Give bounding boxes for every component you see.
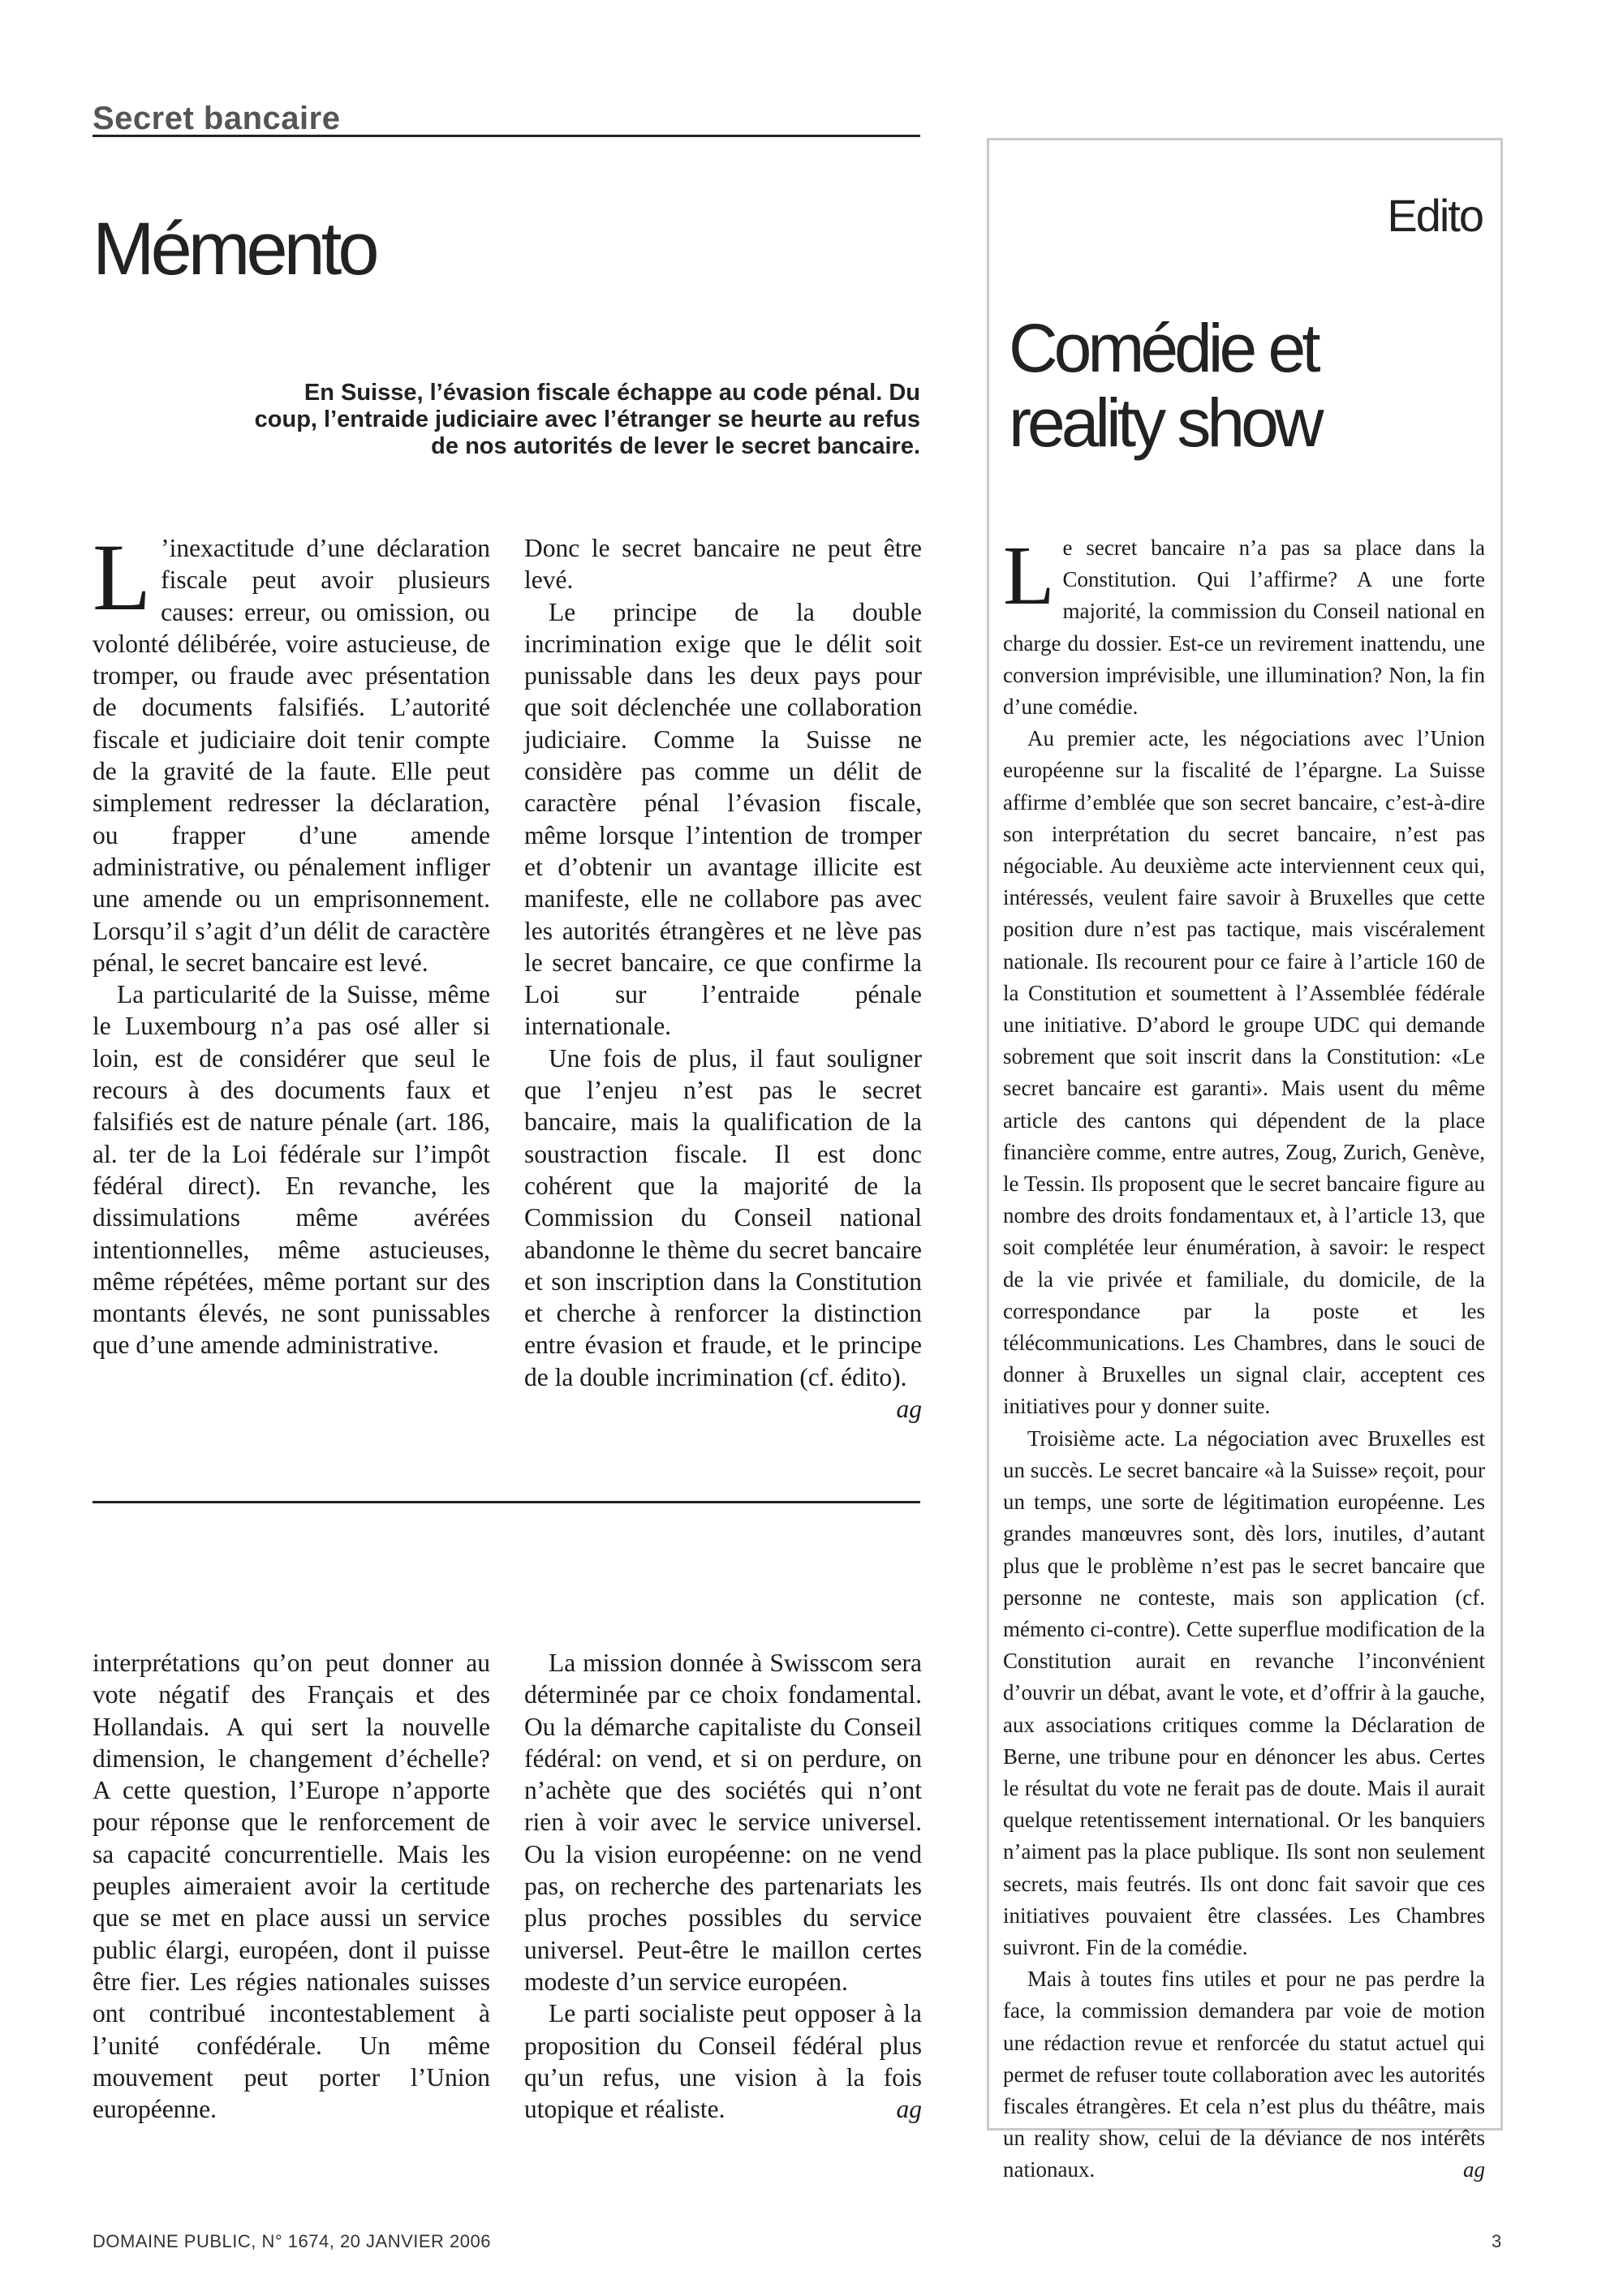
edito-label: Edito (1387, 190, 1483, 241)
paragraph: La mission donnée à Swisscom sera déterminée par ce choix fondamental. Ou la démarche capitaliste du Conseil fédéral: on vend, et si on perdure, on n’achète que des sociétés qui n’ont rien à voir avec le service universel. Ou la vision européenne: on ne vend pas, on recherche des partenariats les plus proches possibles du service universel. Peut-être le maillon certes modeste d’un service européen. (524, 1649, 922, 1996)
paragraph: interprétations qu’on peut donner au vote négatif des Français et des Hollandais. A qui sert la nouvelle dimension, le changement d’échelle? A cette question, l’Europe n’apporte pour réponse que le renforcement de sa capacité concurrentielle. Mais les peuples aimeraient avoir la certitude que se met en place aussi un service public élargi, européen, dont il puisse être fier. Les régies nationales suisses ont contribué incontestablement à l’unité confédérale. Un même mouvement peut porter l’Union européenne. (93, 1649, 490, 2124)
paragraph-text: Une fois de plus, il faut souligner que l’enjeu n’est pas le secret bancaire, mais la qualification de la soustraction fiscale. Il est donc cohérent que la majorité de la Commission du Conseil national abandonne le thème du secret bancaire et son inscription dans la Constitution et cherche à renforcer la distinction entre évasion et fraude, et le principe de la double incrimination (cf. édito). (524, 1043, 922, 1391)
paragraph: Donc le secret bancaire ne peut être levé. (524, 534, 922, 595)
paragraph (524, 1997, 922, 2125)
author-signature: ag (1463, 2157, 1485, 2182)
paragraph-text: Mais à toutes fins utiles et pour ne pas perdre la face, la commission demandera par voie de motion une rédaction revue et renforcée du statut actuel qui permet de refuser toute collaboration avec les autorités fiscales étrangères. Et cela n’est plus du théâtre, mais un reality show, celui de la déviance de nos intérêts nationaux. (1003, 1967, 1485, 2182)
drop-cap: L (93, 524, 152, 630)
paragraph-text: ’inexactitude d’une déclaration fiscale peut avoir plusieurs causes: erreur, ou omission, ou volonté délibérée, voire astucieuse, de tromper, ou fraude avec présentation de documents falsifiés. L’autorité fiscale et judiciaire doit tenir compte de la gravité de la faute. Elle peut simplement redresser la déclaration, ou frapper d’une amende administrative, ou pénalement infliger une amende ou un emprisonnement. Lorsqu’il s’agit d’un délit de caractère pénal, le secret bancaire est levé. (93, 534, 490, 977)
paragraph-text: Le parti socialiste peut opposer à la proposition du Conseil fédéral plus qu’un refus, une vision à la fois utopique et réaliste. (524, 1999, 922, 2124)
edito-title: Comédie et reality show (1009, 310, 1320, 461)
paragraph-text: e secret bancaire n’a pas sa place dans la Constitution. Qui l’affirme? A une forte majorité, la commission du Conseil national en charge du dossier. Est-ce un revirement inattendu, une conversion imprévisible, une illumination? Non, la fin d’une comédie. (1003, 535, 1485, 720)
paragraph (93, 524, 490, 978)
author-signature: ag (896, 2095, 922, 2124)
section-label: Secret bancaire (93, 102, 341, 135)
paragraph: La particularité de la Suisse, même le Luxembourg n’a pas osé aller si loin, est de considérer que seul le recours à des documents faux et falsifiés est de nature pénale (art. 186, al. ter de la Loi fédérale sur l’impôt fédéral direct). En revanche, les dissimulations même avérées intentionnelles, même astucieuses, même répétées, même portant sur des montants élevés, ne sont punissables que d’une amende administrative. (93, 980, 490, 1360)
memento-column-2 (524, 532, 922, 1425)
page-number: 3 (1492, 2231, 1502, 2251)
paragraph (524, 1043, 922, 1424)
author-signature: ag (896, 1395, 922, 1424)
paragraph: Troisième acte. La négociation avec Bruxelles est un succès. Le secret bancaire «à la Suisse» reçoit, pour un temps, une sorte de légitimation européenne. Les grandes manœuvres sont, dès lors, inutiles, d’autant plus que le problème n’est pas le secret bancaire que personne ne conteste, mais son application (cf. mémento ci-contre). Cette superflue modification de la Constitution aurait en revanche l’inconvénient d’ouvrir un débat, avant le vote, et d’offrir à la gauche, aux associations critiques comme la Déclaration de Berne, une tribune pour en dénoncer les abus. Certes le résultat du vote ne ferait pas de doute. Mais il aurait quelque retentissement international. Or les banquiers n’aiment pas la place publique. Ils sont non seulement secrets, mais feutrés. Ils ont donc fait savoir que ces initiatives pouvaient être classées. Les Chambres suivront. Fin de la comédie. (1003, 1425, 1485, 1959)
header-rule (93, 135, 920, 137)
article-title: Mémento (93, 208, 376, 290)
article-lead: En Suisse, l’évasion fiscale échappe au code pénal. Du coup, l’entraide judiciaire avec l’étranger se heurte au refus de nos autorités de lever le secret bancaire. (254, 380, 920, 459)
memento-column-1 (93, 524, 490, 1361)
paragraph: Le principe de la double incrimination exige que le délit soit punissable dans les deux pays pour que soit déclenchée une collaboration judiciaire. Comme la Suisse ne considère pas comme un délit de caractère pénal l’évasion fiscale, même lorsque l’intention de tromper et d’obtenir un avantage illicite est manifeste, elle ne collabore pas avec les autorités étrangères et ne lève pas le secret bancaire, ce que confirme la Loi sur l’entraide pénale internationale. (524, 597, 922, 1041)
paragraph (1003, 529, 1485, 723)
drop-cap: L (1003, 529, 1055, 622)
lower-column-2 (524, 1647, 922, 2125)
section-divider (93, 1501, 920, 1503)
paragraph (1003, 1963, 1485, 2186)
lower-column-1 (93, 1647, 490, 2125)
edito-column (1003, 529, 1485, 2186)
footer-publication: DOMAINE PUBLIC, N° 1674, 20 JANVIER 2006 (93, 2231, 491, 2251)
paragraph: Au premier acte, les négociations avec l’Union européenne sur la fiscalité de l’épargne. La Suisse affirme d’emblée que son secret bancaire, c’est-à-dire son interprétation du secret bancaire, n’est pas négociable. Au deuxième acte interviennent ceux qui, intéressés, veulent faire savoir à Bruxelles que cette position dure n’est pas tactique, mais viscéralement nationale. Ils recourent pour ce faire à l’article 160 de la Constitution et soumettent à l’Assemblée fédérale une initiative. D’abord le groupe UDC qui demande sobrement que soit inscrit dans la Constitution: «Le secret bancaire est garanti». Mais usent du même article des cantons qui dépendent de la place financière comme, entre autres, Zoug, Zurich, Genève, le Tessin. Ils proposent que le secret bancaire figure au nombre des droits fondamentaux et, à l’article 13, que soit complétée leur énumération, à savoir: le respect de la vie privée et familiale, du domicile, de la correspondance par la poste et les télécommunications. Les Chambres, dans le souci de donner à Bruxelles un signal clair, acceptent ces initiatives pour y donner suite. (1003, 726, 1485, 1419)
